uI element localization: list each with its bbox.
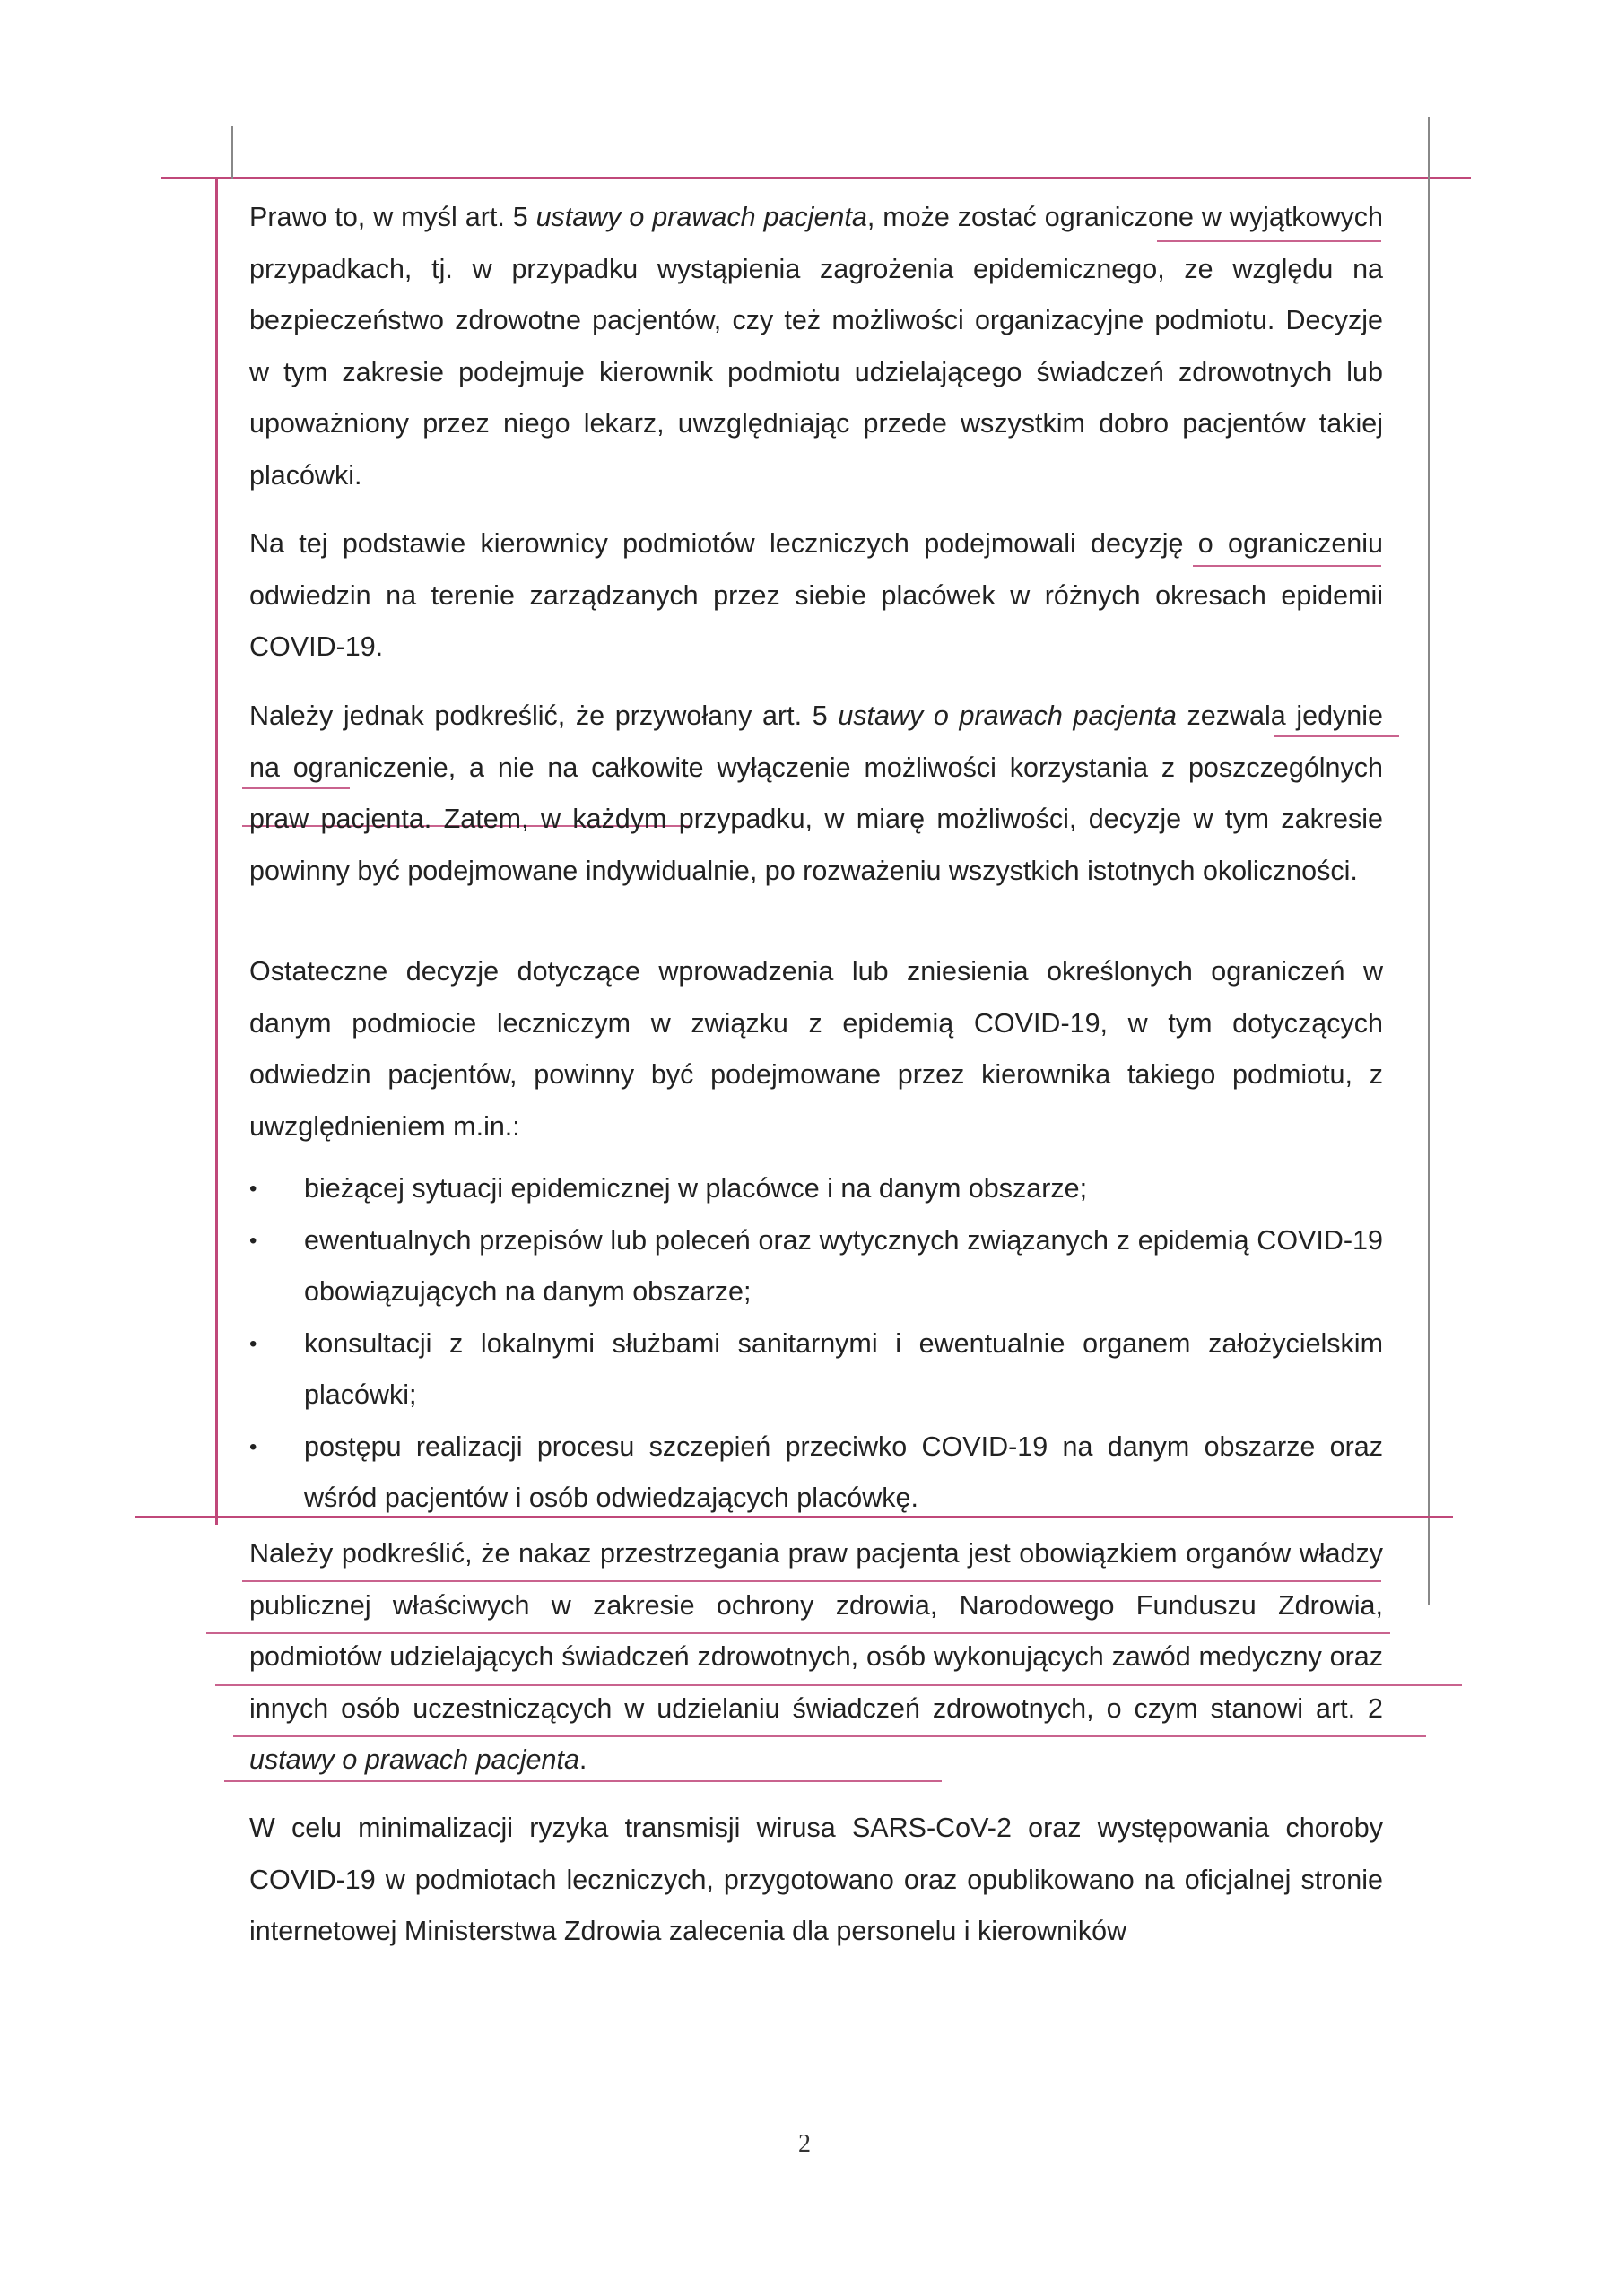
- right-vertical-line: [1428, 117, 1430, 1605]
- list-item-text: postępu realizacji procesu szczepień przeciwko COVID-19 na danym obszarze oraz wśród pacjentów i osób odwiedzających placówkę.: [304, 1431, 1383, 1513]
- list-item: [249, 1163, 1383, 1215]
- paragraph-4: [249, 946, 1383, 1152]
- list-item: [249, 1215, 1383, 1318]
- paragraph-3-text-b: zezwala jedynie na ograniczenie, a nie na całkowite wyłączenie możliwości korzystania z poszczególnych praw pacjenta. Zatem, w każdym przypadku, w miarę możliwości, decyzje w tym zakresie powinny być podejmowane indywidualnie, po rozważeniu wszystkich istotnych okoliczności.: [249, 700, 1383, 886]
- bullet-icon: •: [249, 1331, 257, 1356]
- left-vertical-line-top: [231, 126, 233, 179]
- list-item: [249, 1318, 1383, 1422]
- paragraph-5: [249, 1528, 1383, 1787]
- paragraph-1: [249, 192, 1383, 501]
- paragraph-5-text-a: Należy podkreślić, że nakaz przestrzegania praw pacjenta jest obowiązkiem organów władzy publicznej właściwych w zakresie ochrony zdrowia, Narodowego Funduszu Zdrowia, podmiotów udzielających świadczeń zdrowotnych, osób wykonujących zawód medyczny oraz innych osób uczestniczących w udzielaniu świadczeń zdrowotnych, o czym stanowi art. 2: [249, 1538, 1383, 1724]
- list-item-text: bieżącej sytuacji epidemicznej w placówce i na danym obszarze;: [304, 1173, 1088, 1204]
- bullet-icon: •: [249, 1228, 257, 1253]
- paragraph-6: [249, 1803, 1383, 1958]
- bullet-icon: •: [249, 1434, 257, 1459]
- paragraph-4-text: Ostateczne decyzje dotyczące wprowadzenia lub zniesienia określonych ograniczeń w danym podmiocie leczniczym w związku z epidemią COVID-19, w tym dotyczących odwiedzin pacjentów, powinny być podejmowane przez kierownika takiego podmiotu, z uwzględnieniem m.in.:: [249, 956, 1383, 1142]
- paragraph-3-statute-name: ustawy o prawach pacjenta: [838, 700, 1177, 731]
- paragraph-3-text-a: Należy jednak podkreślić, że przywołany art. 5: [249, 700, 839, 731]
- paragraph-1-text-a: Prawo to, w myśl art. 5: [249, 202, 536, 232]
- list-item-text: ewentualnych przepisów lub poleceń oraz wytycznych związanych z epidemią COVID-19 obowiązujących na danym obszarze;: [304, 1224, 1383, 1307]
- list-item-text: konsultacji z lokalnymi służbami sanitarnymi i ewentualnie organem założycielskim placówki;: [304, 1327, 1383, 1410]
- paragraph-2: [249, 518, 1383, 674]
- paragraph-3: [249, 691, 1383, 897]
- left-vertical-line: [215, 179, 218, 1525]
- paragraph-5-statute-name: ustawy o prawach pacjenta: [249, 1744, 579, 1775]
- bullet-icon: •: [249, 1177, 257, 1201]
- top-margin-line: [161, 177, 1471, 179]
- list-item: [249, 1422, 1383, 1525]
- paragraph-1-text-b: , może zostać ograniczone w wyjątkowych przypadkach, tj. w przypadku wystąpienia zagrożenia epidemicznego, ze względu na bezpieczeństwo zdrowotne pacjentów, czy też możliwości organizacyjne podmiotu. Decyzje w tym zakresie podejmuje kierownik podmiotu udzielającego świadczeń zdrowotnych lub upoważniony przez niego lekarz, uwzględniając przede wszystkim dobro pacjentów takiej placówki.: [249, 202, 1383, 491]
- page-number: 2: [798, 2130, 811, 2158]
- paragraph-2-text: Na tej podstawie kierownicy podmiotów leczniczych podejmowali decyzję o ograniczeniu odwiedzin na terenie zarządzanych przez siebie placówek w różnych okresach epidemii COVID-19.: [249, 528, 1383, 662]
- paragraph-5-text-b: .: [578, 1744, 587, 1775]
- paragraph-6-text: W celu minimalizacji ryzyka transmisji wirusa SARS-CoV-2 oraz występowania choroby COVID-19 w podmiotach leczniczych, przygotowano oraz opublikowano na oficjalnej stronie internetowej Ministerstwa Zdrowia zalecenia dla personelu i kierowników: [249, 1813, 1383, 1946]
- criteria-list: [249, 1163, 1383, 1525]
- paragraph-1-statute-name: ustawy o prawach pacjenta: [535, 202, 867, 232]
